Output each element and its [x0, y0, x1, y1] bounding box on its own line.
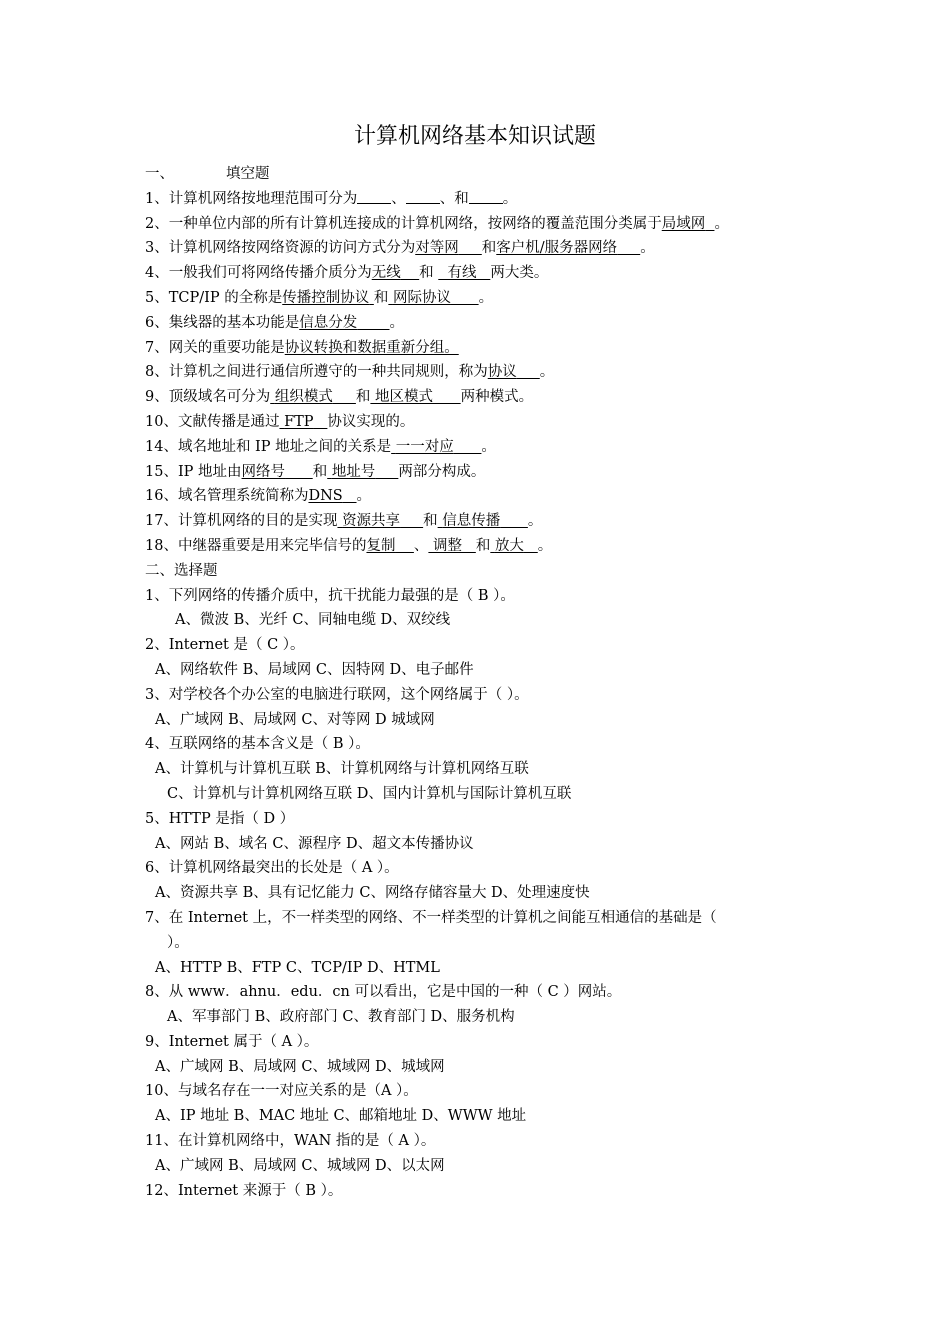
section1-number: 一、	[145, 166, 174, 182]
fill-question-9: 9、顶级域名可分为 组织模式 和 地区模式 两种模式。	[145, 389, 534, 406]
choice-options-9: A、广域网 B、局域网 C、城域网 D、城域网	[155, 1058, 445, 1075]
answer-text: 复制	[366, 537, 396, 554]
answer-text: 地址号	[331, 463, 376, 480]
section1-label: 填空题	[226, 166, 270, 182]
answer-text: 放大	[494, 537, 524, 554]
answer-text: 局域网	[661, 215, 706, 232]
choice-question-9: 9、Internet 属于（ A ）。	[145, 1033, 319, 1050]
choice-options-11: A、广域网 B、局域网 C、城域网 D、以太网	[155, 1157, 445, 1174]
choice-question-8: 8、从 www．ahnu．edu．cn 可以看出，它是中国的一种（ C ）网站。	[145, 984, 622, 1001]
answer-text: 协议	[487, 364, 517, 381]
fill-question-10: 10、文献传播是通过 FTP 协议实现的。	[145, 413, 415, 430]
answer-blank	[357, 189, 391, 204]
answer-text: 网际协议	[392, 289, 451, 306]
fill-question-2: 2、一种单位内部的所有计算机连接成的计算机网络，按网络的覆盖范围分类属于局域网 。	[145, 215, 729, 232]
choice-options-2: A、网络软件 B、局域网 C、因特网 D、电子邮件	[155, 661, 474, 678]
section2-heading: 二、选择题	[145, 562, 218, 579]
answer-text: 协议转换和数据重新分组。	[284, 339, 459, 356]
fill-question-8: 8、计算机之间进行通信所遵守的一种共同规则，称为协议 。	[145, 364, 555, 381]
choice-question-4: 4、互联网络的基本含义是（ B ）。	[145, 736, 370, 753]
fill-question-3: 3、计算机网络按网络资源的访问方式分为对等网 和客户机/服务器网络 。	[145, 240, 655, 257]
choice-question-2: 2、Internet 是（ C ）。	[145, 637, 305, 654]
answer-text: 对等网	[415, 240, 459, 257]
answer-text: 信息传播	[442, 513, 501, 530]
choice-options-5: A、网站 B、域名 C、源程序 D、超文本传播协议	[155, 835, 474, 852]
choice-question-6: 6、计算机网络最突出的长处是（ A ）。	[145, 860, 399, 877]
fill-question-17: 17、计算机网络的目的是实现 资源共享 和 信息传播 。	[145, 513, 543, 530]
answer-text: 资源共享	[342, 513, 401, 530]
section1-heading	[145, 162, 815, 187]
choice-options-7: A、HTTP B、FTP C、TCP/IP D、HTML	[155, 959, 440, 976]
answer-blank	[469, 189, 503, 204]
fill-question-7: 7、网关的重要功能是协议转换和数据重新分组。	[145, 339, 459, 356]
answer-blank	[406, 189, 440, 204]
choice-options-4a: A、计算机与计算机互联 B、计算机网络与计算机网络互联	[155, 761, 529, 778]
answer-text: 一一对应	[395, 438, 454, 455]
answer-text: FTP	[284, 413, 314, 430]
answer-text: 信息分发	[299, 314, 358, 331]
choice-options-3: A、广域网 B、局域网 C、对等网 D 城域网	[155, 711, 435, 728]
answer-text: 地区模式	[375, 389, 433, 406]
choice-question-12: 12、Internet 来源于（ B ）。	[145, 1182, 343, 1199]
document-title: 计算机网络基本知识试题	[353, 124, 596, 149]
fill-question-4: 4、一般我们可将网络传播介质分为无线 和 有线 两大类。	[145, 265, 549, 282]
fill-question-18: 18、中继器重要是用来完毕信号的复制 、 调整 和 放大 。	[145, 537, 553, 554]
choice-question-7-cont: ）。	[167, 934, 189, 951]
fill-question-6: 6、集线器的基本功能是信息分发 。	[145, 314, 404, 331]
answer-text: 传播控制协议	[282, 289, 370, 306]
fill-question-16: 16、域名管理系统简称为DNS 。	[145, 488, 372, 505]
choice-options-1: A、微波 B、光纤 C、同轴电缆 D、双绞线	[175, 612, 451, 629]
choice-options-6: A、资源共享 B、具有记忆能力 C、网络存储容量大 D、处理速度快	[155, 885, 590, 902]
answer-text: 组织模式	[274, 389, 333, 406]
fill-question-15: 15、IP 地址由网络号 和 地址号 两部分构成。	[145, 463, 486, 480]
choice-question-5: 5、HTTP 是指（ D ）	[145, 810, 295, 827]
choice-options-8: A、军事部门 B、政府部门 C、教育部门 D、服务机构	[167, 1009, 515, 1026]
choice-options-4b: C、计算机与计算机网络互联 D、国内计算机与国际计算机互联	[167, 785, 572, 802]
choice-options-10: A、IP 地址 B、MAC 地址 C、邮箱地址 D、WWW 地址	[155, 1108, 527, 1125]
choice-question-11: 11、在计算机网络中，WAN 指的是（ A ）。	[145, 1133, 436, 1150]
answer-text: 调整	[433, 537, 462, 554]
choice-question-1: 1、下列网络的传播介质中，抗干扰能力最强的是（ B ）。	[145, 587, 515, 604]
fill-question-5: 5、TCP/IP 的全称是传播控制协议 和 网际协议 。	[145, 289, 494, 306]
answer-text: DNS	[308, 488, 343, 505]
document-body	[145, 162, 815, 1203]
answer-text: 有线	[447, 265, 477, 282]
fill-question-14: 14、域名地址和 IP 地址之间的关系是 一一对应 。	[145, 438, 496, 455]
answer-text: 客户机/服务器网络	[496, 240, 618, 257]
answer-text: 无线	[371, 265, 401, 282]
fill-question-1: 1、计算机网络按地理范围可分为 、 、和 。	[145, 190, 518, 207]
choice-question-10: 10、与域名存在一一对应关系的是（A ）。	[145, 1083, 418, 1100]
choice-question-7: 7、在 Internet 上，不一样类型的网络、不一样类型的计算机之间能互相通信的基础是（	[145, 909, 717, 926]
choice-question-3: 3、对学校各个办公室的电脑进行联网，这个网络属于（ ）。	[145, 686, 529, 703]
answer-text: 网络号	[241, 463, 286, 480]
